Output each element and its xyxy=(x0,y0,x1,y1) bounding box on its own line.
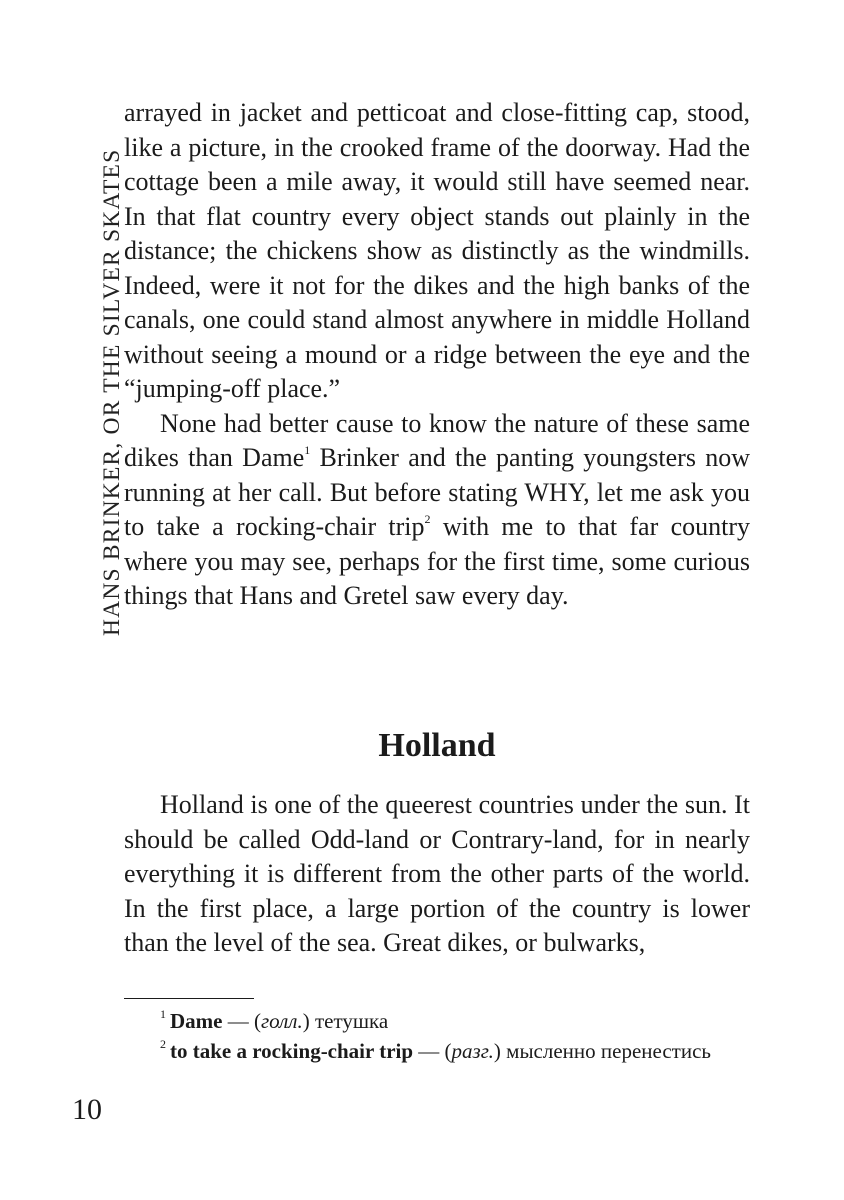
footnote-mark: 2 xyxy=(160,1037,166,1051)
paragraph-text: None had better cause to know the nature of these same dikes than Dame xyxy=(124,408,750,472)
section-title: Holland xyxy=(378,727,496,764)
footnote-ref-2[interactable]: 2 xyxy=(424,512,431,526)
footnote-term: Dame xyxy=(170,1009,223,1033)
footnote-note: голл. xyxy=(260,1009,303,1033)
footnote-gloss: мысленно перенестись xyxy=(500,1039,711,1063)
footnote-dash: — ( xyxy=(413,1039,452,1063)
footnote-1 xyxy=(124,1006,750,1036)
paragraph-text: with me to that far country where you may see, perhaps for the first time, some curious things that Hans and Gretel saw every day. xyxy=(124,512,751,610)
body-text-top xyxy=(124,96,750,614)
page-number: 10 xyxy=(72,1093,102,1126)
footnote-2 xyxy=(124,1036,750,1066)
footnote-close: ) xyxy=(302,1009,310,1033)
footnote-ref-1[interactable]: 1 xyxy=(304,443,311,457)
footnote-gloss: тетушка xyxy=(309,1009,389,1033)
paragraph xyxy=(124,407,750,614)
paragraph-text: Brinker and the panting youngsters now running at her call. But before stating WHY, let me ask you to take a rocking-chair trip xyxy=(124,443,750,541)
body-text-holland xyxy=(124,788,750,961)
footnote-close: ) xyxy=(493,1039,501,1063)
paragraph: Holland is one of the queerest countries under the sun. It should be called Odd-land or Contrary-land, for in nearly everything it is different from the other parts of the world. In the first place, a large portion of the country is lower than the level of the sea. Great dikes, or bulwarks, xyxy=(124,790,750,957)
footnote-dash: — ( xyxy=(222,1009,261,1033)
footnote-term: to take a rocking-chair trip xyxy=(170,1039,414,1063)
footnote-note: разг. xyxy=(451,1039,494,1063)
running-head: HANS BRINKER, OR THE SILVER SKATES xyxy=(99,148,125,636)
footnote-divider xyxy=(124,998,254,999)
paragraph: arrayed in jacket and petticoat and close-fitting cap, stood, like a picture, in the crooked frame of the doorway. Had the cottage been a mile away, it would still have seemed near. In that flat country every object stands out plainly in the distance; the chickens show as distinctly as the windmills. Indeed, were it not for the dikes and the high banks of the canals, one could stand almost anywhere in middle Holland without seeing a mound or a ridge between the eye and the “jumping-off place.” xyxy=(124,98,750,403)
footnotes xyxy=(124,1006,750,1066)
footnote-mark: 1 xyxy=(160,1007,166,1021)
